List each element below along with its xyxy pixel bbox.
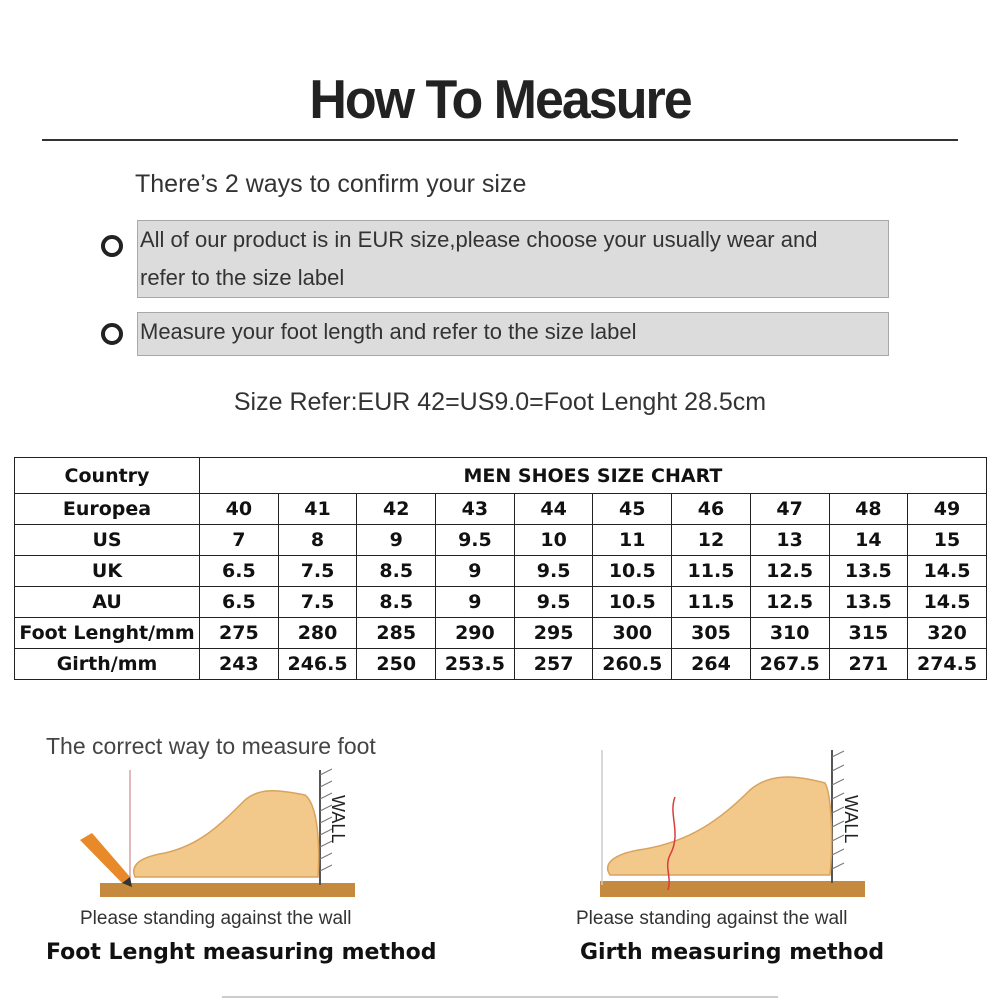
table-cell: 260.5 [593,649,672,680]
table-row [15,494,987,525]
chart-title: MEN SHOES SIZE CHART [200,458,987,494]
table-cell: 15 [908,525,987,556]
table-cell: 264 [672,649,751,680]
table-cell: 13.5 [829,587,908,618]
corner-label: Country [15,458,200,494]
table-row [15,618,987,649]
table-row [15,587,987,618]
table-cell: 11 [593,525,672,556]
table-cell: 11.5 [672,587,751,618]
foot-length-illustration [70,765,370,905]
row-label: Foot Lenght/mm [15,618,200,649]
foot-illustration [608,777,832,875]
table-cell: 10 [514,525,593,556]
caption-right: Please standing against the wall [576,908,848,929]
size-chart-table [14,457,987,680]
note-box-measure [137,312,889,356]
table-cell: 41 [278,494,357,525]
note-line: refer to the size label [140,265,345,290]
table-cell: 271 [829,649,908,680]
bullet-circle-icon [101,323,123,345]
table-cell: 6.5 [200,556,279,587]
table-cell: 14 [829,525,908,556]
subtitle: There’s 2 ways to confirm your size [135,170,527,198]
wall-label: WALL [841,795,861,844]
row-label: Europea [15,494,200,525]
bottom-divider [222,996,778,998]
floor [100,883,355,897]
table-cell: 44 [514,494,593,525]
table-cell: 7.5 [278,587,357,618]
table-cell: 9 [436,556,515,587]
section-title: The correct way to measure foot [46,733,376,759]
table-cell: 295 [514,618,593,649]
table-cell: 257 [514,649,593,680]
table-row [15,649,987,680]
table-cell: 243 [200,649,279,680]
size-refer: Size Refer:EUR 42=US9.0=Foot Lenght 28.5cm [233,388,767,416]
table-cell: 11.5 [672,556,751,587]
bullet-circle-icon [101,235,123,257]
note-line: Measure your foot length and refer to the size label [140,319,637,344]
foot-illustration [134,791,319,877]
table-cell: 47 [750,494,829,525]
table-cell: 300 [593,618,672,649]
floor [600,881,865,897]
note-box-eur [137,220,889,298]
table-cell: 315 [829,618,908,649]
table-cell: 8 [278,525,357,556]
table-cell: 7 [200,525,279,556]
method-left: Foot Lenght measuring method [46,940,437,965]
table-cell: 40 [200,494,279,525]
table-cell: 13.5 [829,556,908,587]
title-divider [42,139,958,141]
table-cell: 275 [200,618,279,649]
table-cell: 45 [593,494,672,525]
girth-illustration [570,745,880,905]
table-cell: 10.5 [593,587,672,618]
table-cell: 267.5 [750,649,829,680]
table-cell: 6.5 [200,587,279,618]
table-cell: 310 [750,618,829,649]
table-cell: 13 [750,525,829,556]
table-cell: 250 [357,649,436,680]
table-cell: 10.5 [593,556,672,587]
table-cell: 12.5 [750,587,829,618]
row-label: AU [15,587,200,618]
table-cell: 43 [436,494,515,525]
page-title: How To Measure [309,69,691,131]
row-label: US [15,525,200,556]
table-cell: 274.5 [908,649,987,680]
table-cell: 12.5 [750,556,829,587]
table-header-row [15,458,987,494]
table-cell: 7.5 [278,556,357,587]
wall-label: WALL [328,795,348,844]
caption-left: Please standing against the wall [80,908,352,929]
row-label: Girth/mm [15,649,200,680]
table-cell: 14.5 [908,556,987,587]
table-cell: 280 [278,618,357,649]
table-cell: 9.5 [514,587,593,618]
table-cell: 253.5 [436,649,515,680]
table-cell: 42 [357,494,436,525]
table-cell: 305 [672,618,751,649]
table-cell: 9 [357,525,436,556]
table-cell: 9 [436,587,515,618]
table-cell: 246.5 [278,649,357,680]
table-cell: 12 [672,525,751,556]
table-cell: 9.5 [436,525,515,556]
method-right: Girth measuring method [580,940,885,965]
row-label: UK [15,556,200,587]
note-line: All of our product is in EUR size,please choose your usually wear and [140,227,818,252]
table-cell: 290 [436,618,515,649]
table-row [15,525,987,556]
table-cell: 285 [357,618,436,649]
table-cell: 14.5 [908,587,987,618]
table-cell: 46 [672,494,751,525]
pencil-icon [80,833,132,887]
table-cell: 49 [908,494,987,525]
table-cell: 8.5 [357,556,436,587]
table-row [15,556,987,587]
table-cell: 320 [908,618,987,649]
table-cell: 48 [829,494,908,525]
table-cell: 9.5 [514,556,593,587]
table-cell: 8.5 [357,587,436,618]
